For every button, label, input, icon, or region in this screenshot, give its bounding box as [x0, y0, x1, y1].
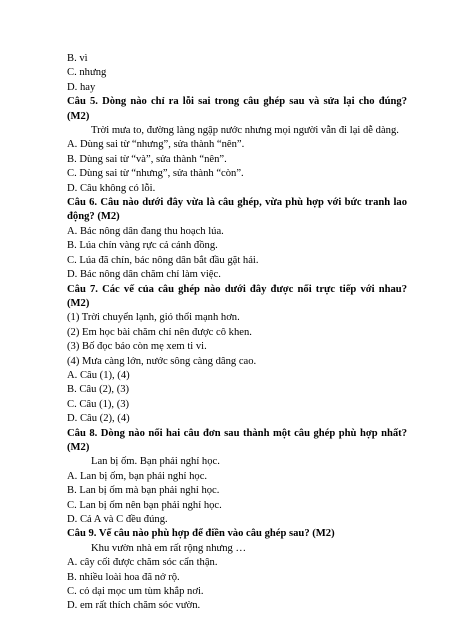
- answer-option: D. Câu (2), (4): [67, 413, 130, 425]
- answer-option: B. Câu (2), (3): [67, 384, 130, 396]
- answer-option: B. Lan bị ốm mà bạn phải nghỉ học.: [67, 485, 220, 497]
- answer-option: C. Dùng sai từ “nhưng”, sửa thành “còn”.: [67, 168, 244, 180]
- example-sentence: Lan bị ốm. Bạn phải nghỉ học.: [91, 456, 220, 468]
- answer-option: C. Câu (1), (3): [67, 398, 130, 410]
- document-page: [67, 52, 407, 614]
- answer-option: A. Lan bị ốm, bạn phải nghỉ học.: [67, 470, 208, 482]
- answer-option: C. nhưng: [67, 67, 107, 79]
- question-heading: Câu 9. Vế câu nào phù hợp để điền vào câu ghép sau? (M2): [67, 528, 335, 540]
- question-heading: Câu 7. Các vế của câu ghép nào dưới đây được nối trực tiếp với nhau? (M2): [67, 283, 407, 309]
- answer-option: (3) Bố đọc báo còn mẹ xem ti vi.: [67, 341, 207, 353]
- answer-option: C. Lan bị ốm nên bạn phải nghỉ học.: [67, 499, 222, 511]
- question-heading: Câu 8. Dòng nào nối hai câu đơn sau thành một câu ghép phù hợp nhất? (M2): [67, 427, 407, 453]
- question-heading: Câu 6. Câu nào dưới đây vừa là câu ghép, vừa phù hợp với bức tranh lao động? (M2): [67, 197, 407, 223]
- answer-option: A. Bác nông dân đang thu hoạch lúa.: [67, 225, 224, 237]
- question-heading: Câu 5. Dòng nào chỉ ra lỗi sai trong câu ghép sau và sửa lại cho đúng? (M2): [67, 96, 407, 122]
- example-sentence: Trời mưa to, đường làng ngập nước nhưng mọi người vẫn đi lại dễ dàng.: [91, 125, 399, 137]
- answer-option: D. hay: [67, 81, 96, 93]
- answer-option: C. cỏ dại mọc um tùm khắp nơi.: [67, 586, 204, 598]
- answer-option: B. Lúa chín vàng rực cả cánh đồng.: [67, 240, 218, 252]
- answer-option: D. Cả A và C đều đúng.: [67, 514, 168, 525]
- answer-option: C. Lúa đã chín, bác nông dân bắt đầu gặt hái.: [67, 254, 259, 266]
- answer-option: (2) Em học bài chăm chỉ nên được cô khen.: [67, 326, 252, 338]
- answer-option: D. em rất thích chăm sóc vườn.: [67, 600, 201, 612]
- answer-option: B. nhiều loài hoa đã nở rộ.: [67, 571, 180, 583]
- answer-option: A. Dùng sai từ “nhưng”, sửa thành “nên”.: [67, 139, 245, 151]
- answer-option: D. Bác nông dân chăm chỉ làm việc.: [67, 269, 221, 281]
- answer-option: A. Câu (1), (4): [67, 369, 130, 381]
- answer-option: (4) Mưa càng lớn, nước sông càng dâng cao.: [67, 355, 257, 367]
- answer-option: B. vì: [67, 53, 88, 64]
- answer-option: A. cây cối được chăm sóc cẩn thận.: [67, 557, 218, 569]
- answer-option: B. Dùng sai từ “và”, sửa thành “nên”.: [67, 153, 227, 165]
- example-sentence: Khu vườn nhà em rất rộng nhưng …: [91, 542, 247, 554]
- answer-option: (1) Trời chuyển lạnh, gió thổi mạnh hơn.: [67, 312, 240, 324]
- answer-option: D. Câu không có lỗi.: [67, 182, 156, 194]
